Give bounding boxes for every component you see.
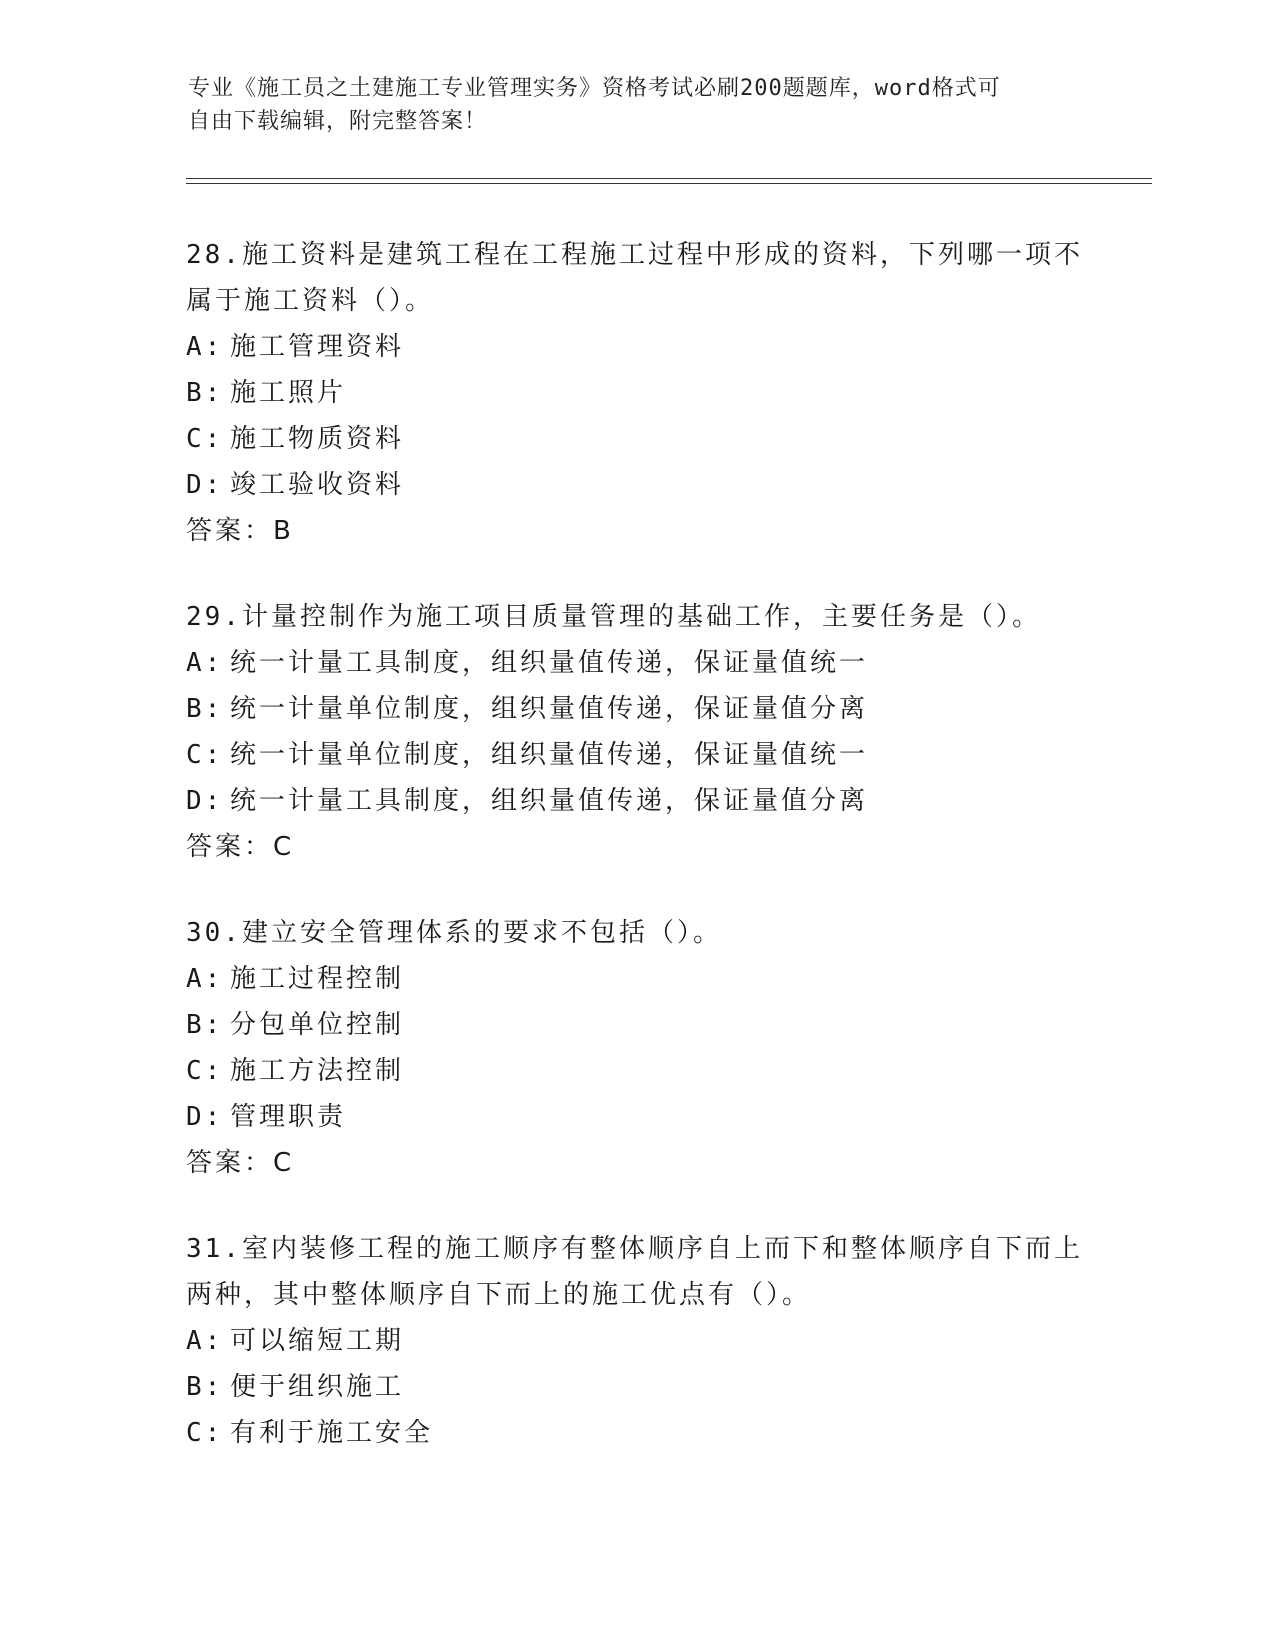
option-letter: D: (186, 1102, 224, 1132)
question-stem-line-2: 属于施工资料（）。 (186, 286, 435, 316)
option-text: 施工过程控制 (230, 964, 405, 994)
option-a (186, 324, 1086, 370)
option-c (186, 732, 1086, 778)
option-letter: C: (186, 424, 224, 454)
option-letter: B: (186, 378, 224, 408)
option-letter: A: (186, 332, 224, 362)
answer-line: 答案：B (186, 516, 294, 546)
question-30 (186, 910, 1086, 1186)
question-29 (186, 594, 1086, 870)
answer-line: 答案：C (186, 1148, 295, 1178)
option-b (186, 370, 1086, 416)
option-text: 分包单位控制 (230, 1010, 405, 1040)
question-stem-line-1: 30.建立安全管理体系的要求不包括（）。 (186, 918, 722, 948)
option-letter: A: (186, 964, 224, 994)
question-28 (186, 232, 1086, 554)
option-letter: C: (186, 1418, 224, 1448)
option-letter: C: (186, 740, 224, 770)
header-line-2: 自由下载编辑，附完整答案！ (188, 109, 488, 134)
header-divider-bottom (186, 183, 1152, 184)
option-text: 施工管理资料 (230, 332, 405, 362)
question-stem-line-1: 28.施工资料是建筑工程在工程施工过程中形成的资料，下列哪一项不 (186, 240, 1083, 270)
document-header (188, 72, 1068, 138)
option-letter: B: (186, 694, 224, 724)
option-b (186, 686, 1086, 732)
option-text: 有利于施工安全 (230, 1418, 434, 1448)
option-letter: A: (186, 1326, 224, 1356)
option-d (186, 462, 1086, 508)
option-b (186, 1002, 1086, 1048)
option-d (186, 1094, 1086, 1140)
option-letter: D: (186, 786, 224, 816)
option-letter: D: (186, 470, 224, 500)
option-a (186, 1318, 1086, 1364)
question-stem-line-2: 两种，其中整体顺序自下而上的施工优点有（）。 (186, 1280, 812, 1310)
option-a (186, 640, 1086, 686)
option-text: 可以缩短工期 (230, 1326, 405, 1356)
option-text: 便于组织施工 (230, 1372, 405, 1402)
option-text: 竣工验收资料 (230, 470, 405, 500)
option-letter: A: (186, 648, 224, 678)
option-text: 施工方法控制 (230, 1056, 405, 1086)
option-text: 施工照片 (230, 378, 347, 408)
option-b (186, 1364, 1086, 1410)
option-letter: B: (186, 1010, 224, 1040)
option-c (186, 416, 1086, 462)
option-c (186, 1410, 1086, 1456)
option-d (186, 778, 1086, 824)
option-text: 管理职责 (230, 1102, 347, 1132)
question-stem-line-1: 29.计量控制作为施工项目质量管理的基础工作，主要任务是（）。 (186, 602, 1041, 632)
option-letter: C: (186, 1056, 224, 1086)
option-letter: B: (186, 1372, 224, 1402)
option-text: 统一计量工具制度，组织量值传递，保证量值统一 (230, 648, 869, 678)
option-a (186, 956, 1086, 1002)
answer-line: 答案：C (186, 832, 295, 862)
question-31 (186, 1226, 1086, 1456)
header-line-1: 专业《施工员之土建施工专业管理实务》资格考试必刷200题题库，word格式可 (188, 76, 1001, 101)
option-c (186, 1048, 1086, 1094)
option-text: 统一计量单位制度，组织量值传递，保证量值分离 (230, 694, 869, 724)
option-text: 统一计量单位制度，组织量值传递，保证量值统一 (230, 740, 869, 770)
header-divider-top (186, 178, 1152, 179)
question-stem-line-1: 31.室内装修工程的施工顺序有整体顺序自上而下和整体顺序自下而上 (186, 1234, 1083, 1264)
option-text: 施工物质资料 (230, 424, 405, 454)
question-list (186, 232, 1086, 1496)
option-text: 统一计量工具制度，组织量值传递，保证量值分离 (230, 786, 869, 816)
